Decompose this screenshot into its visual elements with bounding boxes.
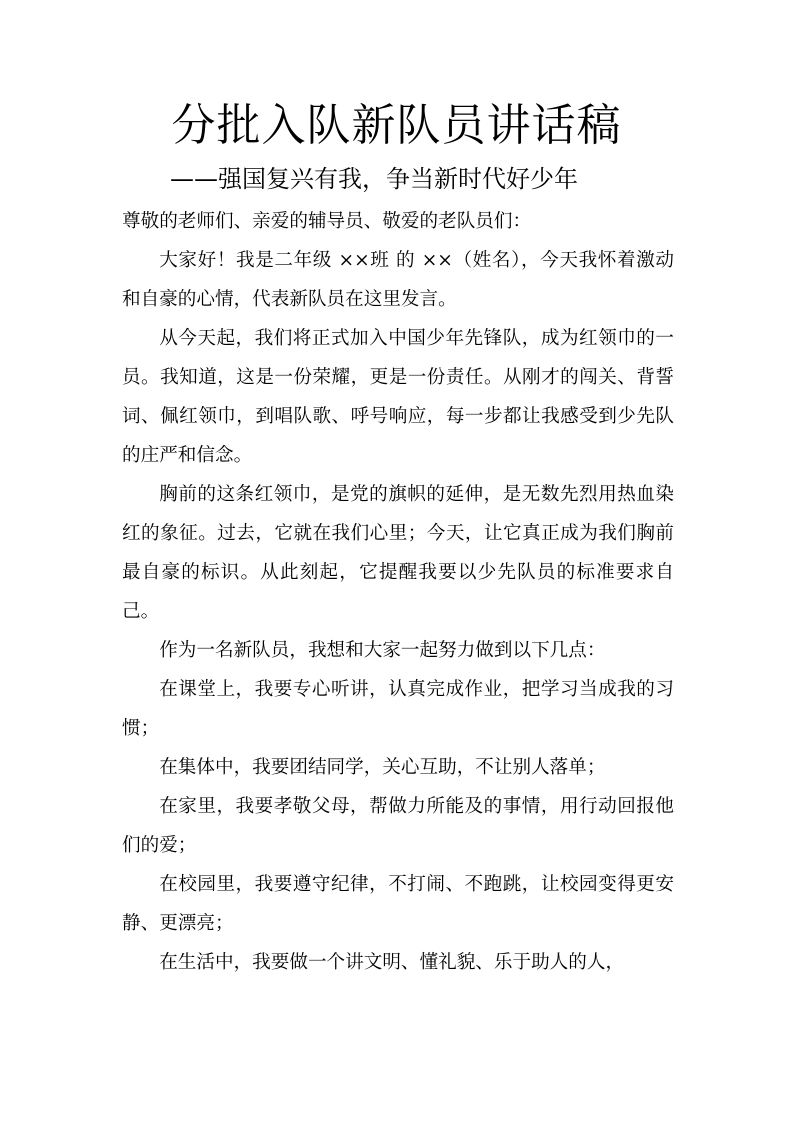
document-title: 分批入队新队员讲话稿	[171, 100, 622, 151]
salutation-paragraph: 尊敬的老师们、亲爱的辅导员、敬爱的老队员们：	[122, 211, 532, 232]
body-paragraph: 从今天起，我们将正式加入中国少年先锋队，成为红领巾的一员。我知道，这是一份荣耀，更是一份责任。从刚才的闯关、背誓词、佩红领巾，到唱队歌、呼号响应，每一步都让我感受到少先队的庄严和信念。	[122, 328, 674, 466]
body-paragraph: 胸前的这条红领巾，是党的旗帜的延伸，是无数先烈用热血染红的象征。过去，它就在我们心里；今天，让它真正成为我们胸前最自豪的标识。从此刻起，它提醒我要以少先队员的标准要求自己。	[122, 484, 674, 622]
list-paragraph: 在课堂上，我要专心听讲，认真完成作业，把学习当成我的习惯；	[122, 679, 674, 739]
document-body	[122, 202, 674, 982]
body-paragraph: 作为一名新队员，我想和大家一起努力做到以下几点：	[159, 640, 606, 661]
body-paragraph: 大家好！我是二年级 ××班 的 ××（姓名），今天我怀着激动和自豪的心情，代表新队员在这里发言。	[122, 250, 674, 310]
document-subtitle: ——强国复兴有我，争当新时代好少年	[170, 165, 578, 193]
list-paragraph: 在生活中，我要做一个讲文明、懂礼貌、乐于助人的人，	[159, 952, 625, 973]
list-paragraph: 在家里，我要孝敬父母，帮做力所能及的事情，用行动回报他们的爱；	[122, 796, 674, 856]
list-paragraph: 在校园里，我要遵守纪律，不打闹、不跑跳，让校园变得更安静、更漂亮；	[122, 874, 674, 934]
list-paragraph: 在集体中，我要团结同学，关心互助，不让别人落单；	[159, 757, 606, 778]
